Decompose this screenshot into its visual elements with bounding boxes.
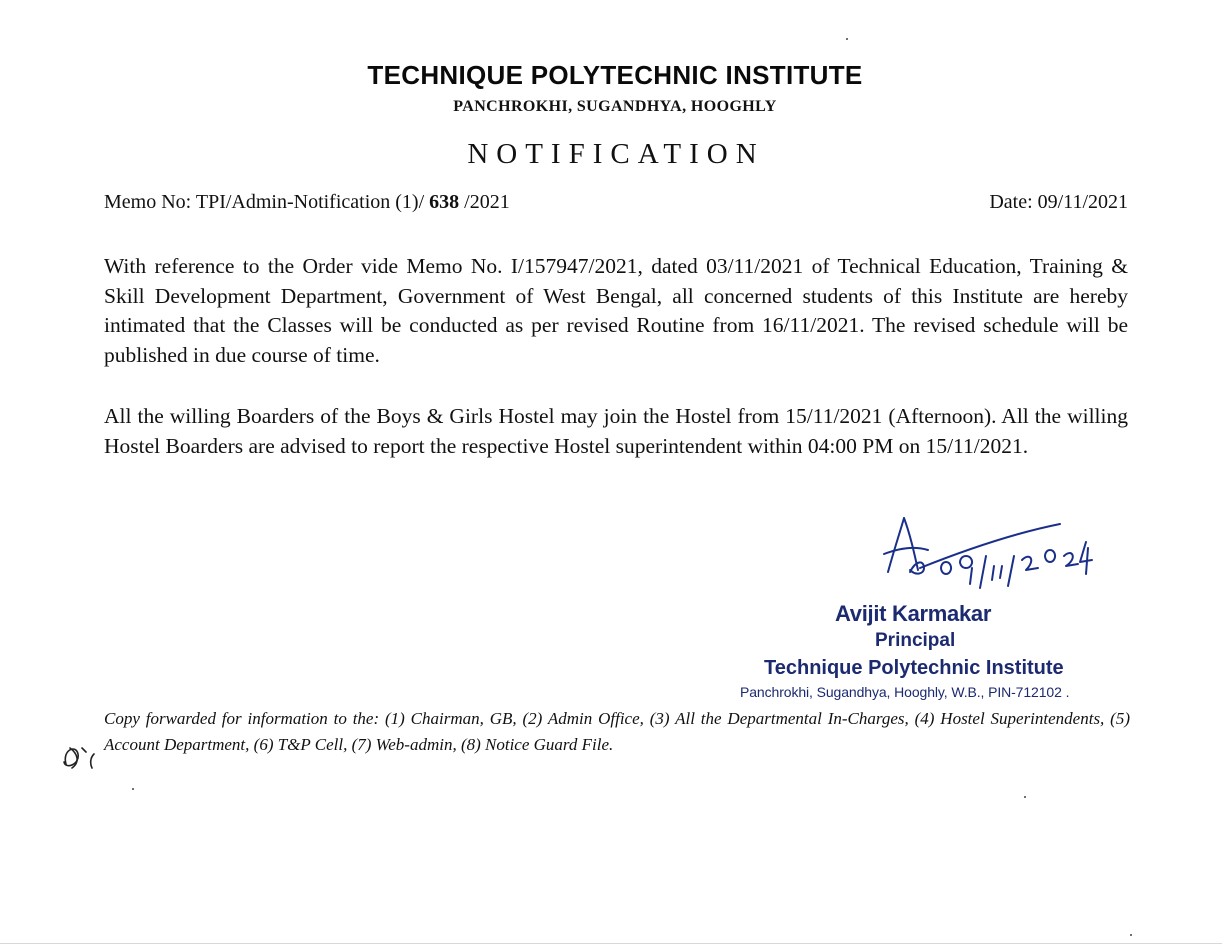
notification-title: NOTIFICATION <box>467 138 765 170</box>
scan-speck <box>132 788 134 790</box>
handwritten-signature <box>880 512 1100 592</box>
stamp-address: Panchrokhi, Sugandhya, Hooghly, W.B., PIN-712102 . <box>740 684 1070 700</box>
body-paragraph-2: All the willing Boarders of the Boys & Girls Hostel may join the Hostel from 15/11/2021 (Afternoon). All the willing Hostel Boarders are advised to report the respective Hostel superintendent within 04:00 PM on 15/11/2021. <box>104 404 1128 458</box>
scan-speck <box>1130 934 1132 936</box>
scan-speck <box>1024 796 1026 798</box>
handwritten-initials <box>60 740 104 774</box>
institute-name: TECHNIQUE POLYTECHNIC INSTITUTE <box>367 60 863 90</box>
body-paragraph-1: With reference to the Order vide Memo No. I/157947/2021, dated 03/11/2021 of Technical Education, Training & Skill Development Department, Government of West Bengal, all concerned students of this Institute are hereby intimated that the Classes will be conducted as per revised Routine from 16/11/2021. The revised schedule will be published in due course of time. <box>104 254 1128 367</box>
signatory-name: Avijit Karmakar <box>835 601 992 626</box>
signatory-designation: Principal <box>875 630 956 651</box>
institute-address: PANCHROKHI, SUGANDHYA, HOOGHLY <box>453 98 777 115</box>
memo-date: Date: 09/11/2021 <box>989 191 1128 213</box>
stamp-institute: Technique Polytechnic Institute <box>764 657 1064 679</box>
memo-row <box>104 191 1128 214</box>
scan-edge <box>0 943 1222 944</box>
copy-forwarded-note: Copy forwarded for information to the: (1) Chairman, GB, (2) Admin Office, (3) All the Departmental In-Charges, (4) Hostel Superintendents, (5) Account Department, (6) T&P Cell, (7) Web-admin, (8) Notice Guard File. <box>104 709 1130 754</box>
memo-number: Memo No: TPI/Admin-Notification (1)/ 638 /2021 <box>104 191 510 213</box>
scan-speck <box>846 38 848 40</box>
